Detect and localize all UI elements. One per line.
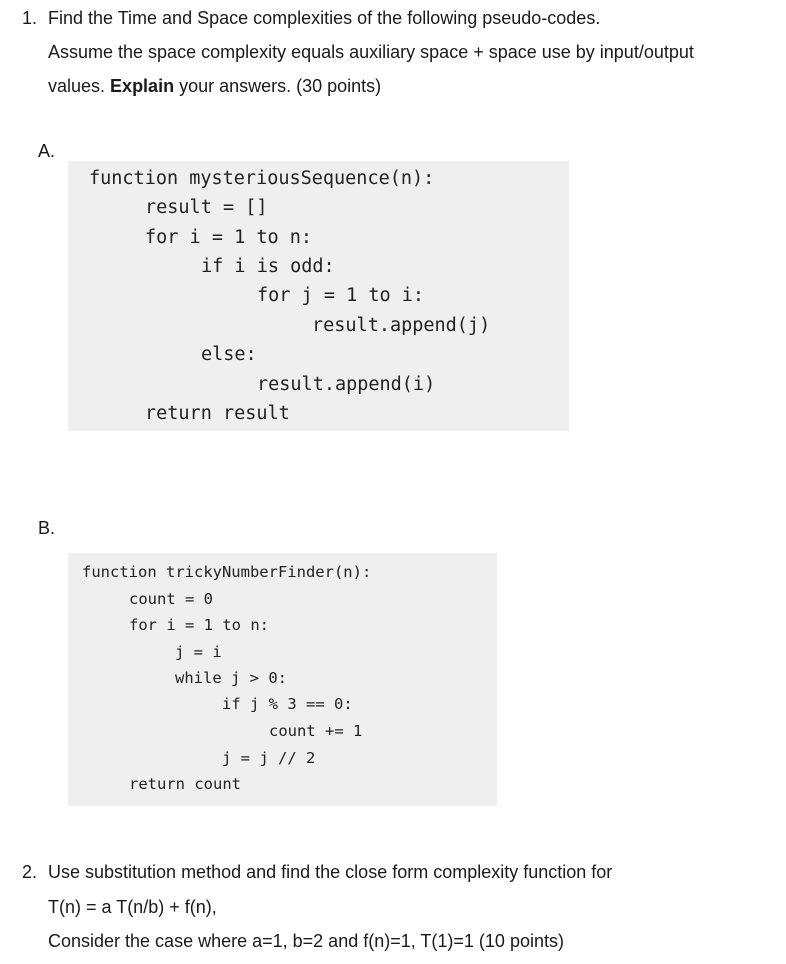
code-b-line-3: for i = 1 to n: [129, 616, 269, 634]
code-b-line-7: count += 1 [269, 722, 363, 740]
code-b-line-9: return count [129, 775, 241, 793]
code-b-line-2: count = 0 [129, 590, 213, 608]
question-2-line-2: T(n) = a T(n/b) + f(n), [48, 897, 217, 917]
code-a-line-2: result = [] [145, 197, 268, 218]
part-b-code-block [68, 553, 497, 806]
part-b-label: B. [38, 518, 56, 538]
part-a-code-block [68, 161, 569, 431]
question-1-line-2: Assume the space complexity equals auxiliary space + space use by input/output [48, 42, 694, 62]
question-2-line-3: Consider the case where a=1, b=2 and f(n)=1, T(1)=1 (10 points) [48, 931, 564, 951]
question-2-number: 2. [22, 862, 38, 882]
code-b-line-6: if j % 3 == 0: [222, 695, 353, 713]
code-a-line-6: result.append(j) [312, 315, 491, 336]
question-1-line-3-start: values. [48, 76, 111, 96]
code-a-line-3: for i = 1 to n: [145, 227, 313, 248]
code-a-line-5: for j = 1 to i: [257, 285, 425, 306]
part-a-label: A. [38, 141, 56, 161]
question-1-emphasis: Explain [110, 76, 175, 96]
code-a-line-1: function mysteriousSequence(n): [89, 168, 435, 189]
question-1-line-3-end: your answers. (30 points) [174, 76, 382, 96]
code-b-line-5: while j > 0: [175, 669, 287, 687]
code-a-line-9: return result [145, 403, 290, 424]
code-b-line-8: j = j // 2 [222, 749, 316, 767]
question-2-line-1: Use substitution method and find the close form complexity function for [48, 862, 613, 882]
code-b-line-1: function trickyNumberFinder(n): [82, 563, 372, 581]
question-1-line-3 [48, 75, 381, 97]
code-a-line-8: result.append(i) [257, 374, 436, 395]
question-1-number: 1. [22, 8, 38, 28]
code-b-line-4: j = i [175, 643, 222, 661]
question-1-line-1: Find the Time and Space complexities of the following pseudo-codes. [48, 8, 601, 28]
code-a-line-7: else: [201, 344, 257, 365]
code-a-line-4: if i is odd: [201, 256, 335, 277]
